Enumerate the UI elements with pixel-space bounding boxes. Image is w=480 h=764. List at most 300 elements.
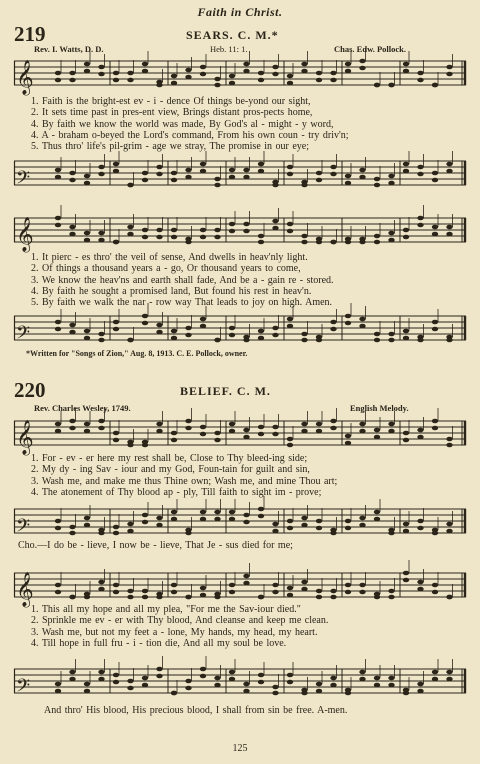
note-head <box>272 432 278 437</box>
note-head <box>432 583 438 588</box>
note-head <box>403 431 409 436</box>
note-head <box>258 507 264 512</box>
note-head <box>446 232 452 237</box>
note-head <box>84 231 90 236</box>
note-head <box>55 78 61 83</box>
note-head <box>142 513 148 518</box>
note-head <box>214 595 220 600</box>
note-head <box>69 78 75 83</box>
note-head <box>84 516 90 521</box>
note-head <box>55 175 61 180</box>
note-head <box>345 583 351 588</box>
note-head <box>69 178 75 183</box>
note-head <box>214 77 220 82</box>
note-head <box>316 519 322 524</box>
note-head <box>200 432 206 437</box>
note-head <box>200 162 206 167</box>
note-head <box>156 323 162 328</box>
note-head <box>69 232 75 237</box>
note-head <box>287 437 293 442</box>
note-head <box>417 338 423 343</box>
note-head <box>229 175 235 180</box>
note-head <box>142 69 148 74</box>
verse-line: 1. For - ev - er here my rest shall be, Close to Thy bleed-ing side; <box>31 453 308 464</box>
note-head <box>84 689 90 694</box>
note-head <box>142 62 148 67</box>
note-head <box>127 78 133 83</box>
note-head <box>69 171 75 176</box>
note-head <box>417 587 423 592</box>
note-head <box>185 333 191 338</box>
hymn-number: 219 <box>14 22 46 46</box>
note-head <box>171 228 177 233</box>
note-head <box>200 667 206 672</box>
note-head <box>330 240 336 245</box>
note-head <box>330 78 336 83</box>
note-head <box>301 691 307 696</box>
note-head <box>403 522 409 527</box>
note-head <box>330 71 336 76</box>
note-head <box>113 71 119 76</box>
note-head <box>55 327 61 332</box>
note-head <box>359 590 365 595</box>
note-head <box>403 336 409 341</box>
note-head <box>171 438 177 443</box>
verse-line: 4. A - braham o-beyed the Lord's command, From his own coun - try driv'n; <box>31 129 349 141</box>
note-head <box>171 329 177 334</box>
note-head <box>301 183 307 188</box>
note-head <box>359 240 365 245</box>
note-head <box>388 174 394 179</box>
note-head <box>156 667 162 672</box>
note-head <box>84 181 90 186</box>
note-head <box>272 333 278 338</box>
note-head <box>243 581 249 586</box>
note-head <box>171 431 177 436</box>
note-head <box>127 522 133 527</box>
note-head <box>359 516 365 521</box>
note-head <box>446 162 452 167</box>
music-staff <box>14 58 466 94</box>
note-head <box>127 183 133 188</box>
note-head <box>403 529 409 534</box>
note-head <box>388 422 394 427</box>
note-head <box>432 426 438 431</box>
note-head <box>403 329 409 334</box>
note-head <box>98 531 104 536</box>
note-head <box>403 169 409 174</box>
note-head <box>142 321 148 326</box>
note-head <box>113 583 119 588</box>
note-head <box>446 443 452 448</box>
note-head <box>432 225 438 230</box>
note-head <box>258 78 264 83</box>
note-head <box>127 589 133 594</box>
note-head <box>258 240 264 245</box>
note-head <box>214 228 220 233</box>
note-head <box>200 510 206 515</box>
note-head <box>156 516 162 521</box>
note-head <box>84 429 90 434</box>
note-head <box>301 523 307 528</box>
note-head <box>127 71 133 76</box>
note-head <box>345 691 351 696</box>
note-head <box>156 523 162 528</box>
note-head <box>243 428 249 433</box>
note-head <box>243 574 249 579</box>
verse-line: 5. Thus thro' life's pil-grim - age we stray, The promise in our eye; <box>31 141 310 153</box>
note-head <box>287 443 293 448</box>
note-head <box>113 438 119 443</box>
note-head <box>171 74 177 79</box>
note-head <box>69 677 75 682</box>
note-head <box>345 62 351 67</box>
note-head <box>156 422 162 427</box>
note-head <box>359 677 365 682</box>
note-head <box>330 531 336 536</box>
note-head <box>316 429 322 434</box>
note-head <box>229 326 235 331</box>
note-head <box>432 590 438 595</box>
note-head <box>374 332 380 337</box>
note-head <box>374 234 380 239</box>
note-head <box>374 177 380 182</box>
verse-line: 3. We know the heav'ns and earth shall fade, And be a - gain re - stored. <box>31 274 334 286</box>
note-head <box>359 583 365 588</box>
note-head <box>214 235 220 240</box>
note-head <box>374 83 380 88</box>
note-head <box>316 682 322 687</box>
note-head <box>156 429 162 434</box>
note-head <box>55 682 61 687</box>
note-head <box>345 590 351 595</box>
note-head <box>171 336 177 341</box>
note-head <box>171 235 177 240</box>
note-head <box>156 165 162 170</box>
note-head <box>316 422 322 427</box>
note-head <box>185 419 191 424</box>
music-staff <box>14 418 466 454</box>
note-head <box>374 240 380 245</box>
verse-line: 4. The atonement of Thy blood ap - ply, Till faith to sight im - prove; <box>31 486 322 498</box>
note-head <box>417 580 423 585</box>
clef-icon: 𝄢 <box>16 167 31 192</box>
note-head <box>229 670 235 675</box>
note-head <box>229 229 235 234</box>
note-head <box>432 670 438 675</box>
note-head <box>287 586 293 591</box>
note-head <box>171 171 177 176</box>
verse-line: 2. Sprinkle me ev - er with Thy blood, And cleanse and keep me clean. <box>31 615 329 627</box>
note-head <box>446 670 452 675</box>
note-head <box>432 232 438 237</box>
composer-credit: English Melody. <box>350 403 409 413</box>
composer-credit: Chas. Edw. Pollock. <box>334 44 407 54</box>
note-head <box>84 238 90 243</box>
note-head <box>272 522 278 527</box>
note-head <box>359 317 365 322</box>
note-head <box>374 517 380 522</box>
note-head <box>272 583 278 588</box>
note-head <box>258 595 264 600</box>
verse-block <box>31 96 466 152</box>
note-head <box>287 519 293 524</box>
note-head <box>185 679 191 684</box>
note-head <box>229 510 235 515</box>
note-head <box>185 326 191 331</box>
note-head <box>127 529 133 534</box>
music-staff <box>14 570 466 606</box>
note-head <box>185 75 191 80</box>
note-head <box>171 81 177 86</box>
note-head <box>113 531 119 536</box>
note-head <box>69 426 75 431</box>
note-head <box>272 529 278 534</box>
verse-line: 2. My dy - ing Sav - iour and my God, Foun-tain for guilt and sin, <box>31 464 310 476</box>
note-head <box>287 222 293 227</box>
note-head <box>272 685 278 690</box>
note-head <box>272 226 278 231</box>
note-head <box>229 81 235 86</box>
note-head <box>388 338 394 343</box>
note-head <box>113 673 119 678</box>
note-head <box>127 595 133 600</box>
note-head <box>272 326 278 331</box>
note-head <box>287 673 293 678</box>
note-head <box>301 338 307 343</box>
note-head <box>316 526 322 531</box>
note-head <box>432 419 438 424</box>
verse-line: 1. This all my hope and all my plea, "For me the Sav-iour died." <box>31 604 301 615</box>
note-head <box>171 590 177 595</box>
note-head <box>55 216 61 221</box>
scripture-reference: Heb. 11: 1. <box>210 44 248 54</box>
note-head <box>432 320 438 325</box>
note-head <box>388 676 394 681</box>
note-head <box>345 519 351 524</box>
note-head <box>272 425 278 430</box>
note-head <box>345 321 351 326</box>
note-head <box>446 522 452 527</box>
note-head <box>417 428 423 433</box>
note-head <box>446 225 452 230</box>
note-head <box>185 240 191 245</box>
note-head <box>388 531 394 536</box>
note-head <box>243 520 249 525</box>
note-head <box>403 228 409 233</box>
note-head <box>287 324 293 329</box>
note-head <box>330 165 336 170</box>
note-head <box>142 178 148 183</box>
verse-line: 1. It pierc - es thro' the veil of sense, And dwells in heav'nly light. <box>31 252 308 263</box>
note-head <box>55 689 61 694</box>
note-head <box>272 219 278 224</box>
note-head <box>345 174 351 179</box>
note-head <box>243 513 249 518</box>
note-head <box>113 525 119 530</box>
note-head <box>301 234 307 239</box>
note-head <box>98 332 104 337</box>
verse-line: 4. Till hope in full fru - i - tion die, And all my soul be love. <box>31 637 287 649</box>
note-head <box>229 74 235 79</box>
note-head <box>142 589 148 594</box>
note-head <box>316 178 322 183</box>
page-number: 125 <box>232 743 248 754</box>
note-head <box>200 169 206 174</box>
note-head <box>345 434 351 439</box>
note-head <box>113 78 119 83</box>
note-head <box>171 517 177 522</box>
note-head <box>200 593 206 598</box>
note-head <box>229 422 235 427</box>
note-head <box>214 510 220 515</box>
note-head <box>214 676 220 681</box>
note-head <box>55 320 61 325</box>
note-head <box>258 234 264 239</box>
note-head <box>185 426 191 431</box>
note-head <box>214 183 220 188</box>
verse-line: 3. Wash me, but not my feet a - lone, My hands, my head, my heart. <box>31 626 318 638</box>
note-head <box>359 175 365 180</box>
note-head <box>403 438 409 443</box>
note-head <box>301 62 307 67</box>
note-head <box>55 590 61 595</box>
note-head <box>229 429 235 434</box>
note-head <box>287 165 293 170</box>
note-head <box>69 419 75 424</box>
author-credit: Rev. Charles Wesley, 1749. <box>34 403 131 413</box>
note-head <box>359 422 365 427</box>
note-head <box>98 231 104 236</box>
note-head <box>403 62 409 67</box>
note-head <box>417 78 423 83</box>
note-head <box>388 332 394 337</box>
note-head <box>359 66 365 71</box>
note-head <box>156 83 162 88</box>
note-head <box>243 435 249 440</box>
note-head <box>417 689 423 694</box>
note-head <box>243 62 249 67</box>
note-head <box>229 517 235 522</box>
music-staff <box>14 313 466 347</box>
note-head <box>417 435 423 440</box>
note-head <box>316 240 322 245</box>
clef-icon: 𝄢 <box>16 515 31 540</box>
note-head <box>55 583 61 588</box>
note-head <box>69 323 75 328</box>
note-head <box>330 419 336 424</box>
note-head <box>171 583 177 588</box>
chorus-line: And thro' His blood, His precious blood, I shall from sin be free. A-men. <box>44 705 348 716</box>
note-head <box>55 223 61 228</box>
note-head <box>98 165 104 170</box>
note-head <box>84 329 90 334</box>
note-head <box>98 587 104 592</box>
clef-icon: 𝄞 <box>16 421 34 454</box>
note-head <box>359 59 365 64</box>
note-head <box>84 595 90 600</box>
note-head <box>345 181 351 186</box>
note-head <box>200 228 206 233</box>
note-head <box>98 172 104 177</box>
note-head <box>214 683 220 688</box>
note-head <box>345 441 351 446</box>
note-head <box>316 338 322 343</box>
note-head <box>243 168 249 173</box>
note-head <box>345 526 351 531</box>
note-head <box>258 162 264 167</box>
note-head <box>243 222 249 227</box>
music-staff <box>14 506 466 540</box>
note-head <box>98 338 104 343</box>
note-head <box>272 590 278 595</box>
note-head <box>127 443 133 448</box>
note-head <box>156 228 162 233</box>
note-head <box>214 431 220 436</box>
note-head <box>316 78 322 83</box>
note-head <box>142 443 148 448</box>
note-head <box>301 422 307 427</box>
note-head <box>432 677 438 682</box>
note-head <box>55 422 61 427</box>
note-head <box>243 69 249 74</box>
note-head <box>403 578 409 583</box>
note-head <box>84 174 90 179</box>
note-head <box>330 327 336 332</box>
note-head <box>113 431 119 436</box>
clef-icon: 𝄞 <box>16 218 34 251</box>
clef-icon: 𝄞 <box>16 573 34 606</box>
note-head <box>359 168 365 173</box>
note-head <box>446 595 452 600</box>
note-head <box>432 171 438 176</box>
note-head <box>446 529 452 534</box>
note-head <box>345 240 351 245</box>
note-head <box>359 523 365 528</box>
note-head <box>127 225 133 230</box>
note-head <box>84 422 90 427</box>
note-head <box>69 531 75 536</box>
note-head <box>272 72 278 77</box>
note-head <box>388 429 394 434</box>
note-head <box>142 683 148 688</box>
note-head <box>388 589 394 594</box>
note-head <box>330 426 336 431</box>
note-head <box>301 332 307 337</box>
note-head <box>287 680 293 685</box>
note-head <box>301 580 307 585</box>
note-head <box>98 670 104 675</box>
note-head <box>287 81 293 86</box>
note-head <box>200 674 206 679</box>
note-head <box>200 324 206 329</box>
note-head <box>388 83 394 88</box>
note-head <box>142 235 148 240</box>
note-head <box>446 72 452 77</box>
note-head <box>432 83 438 88</box>
note-head <box>374 183 380 188</box>
note-head <box>98 580 104 585</box>
note-head <box>214 177 220 182</box>
note-head <box>417 165 423 170</box>
note-head <box>113 680 119 685</box>
note-head <box>69 71 75 76</box>
note-head <box>417 526 423 531</box>
note-head <box>272 183 278 188</box>
note-head <box>258 169 264 174</box>
note-head <box>84 682 90 687</box>
note-head <box>301 587 307 592</box>
